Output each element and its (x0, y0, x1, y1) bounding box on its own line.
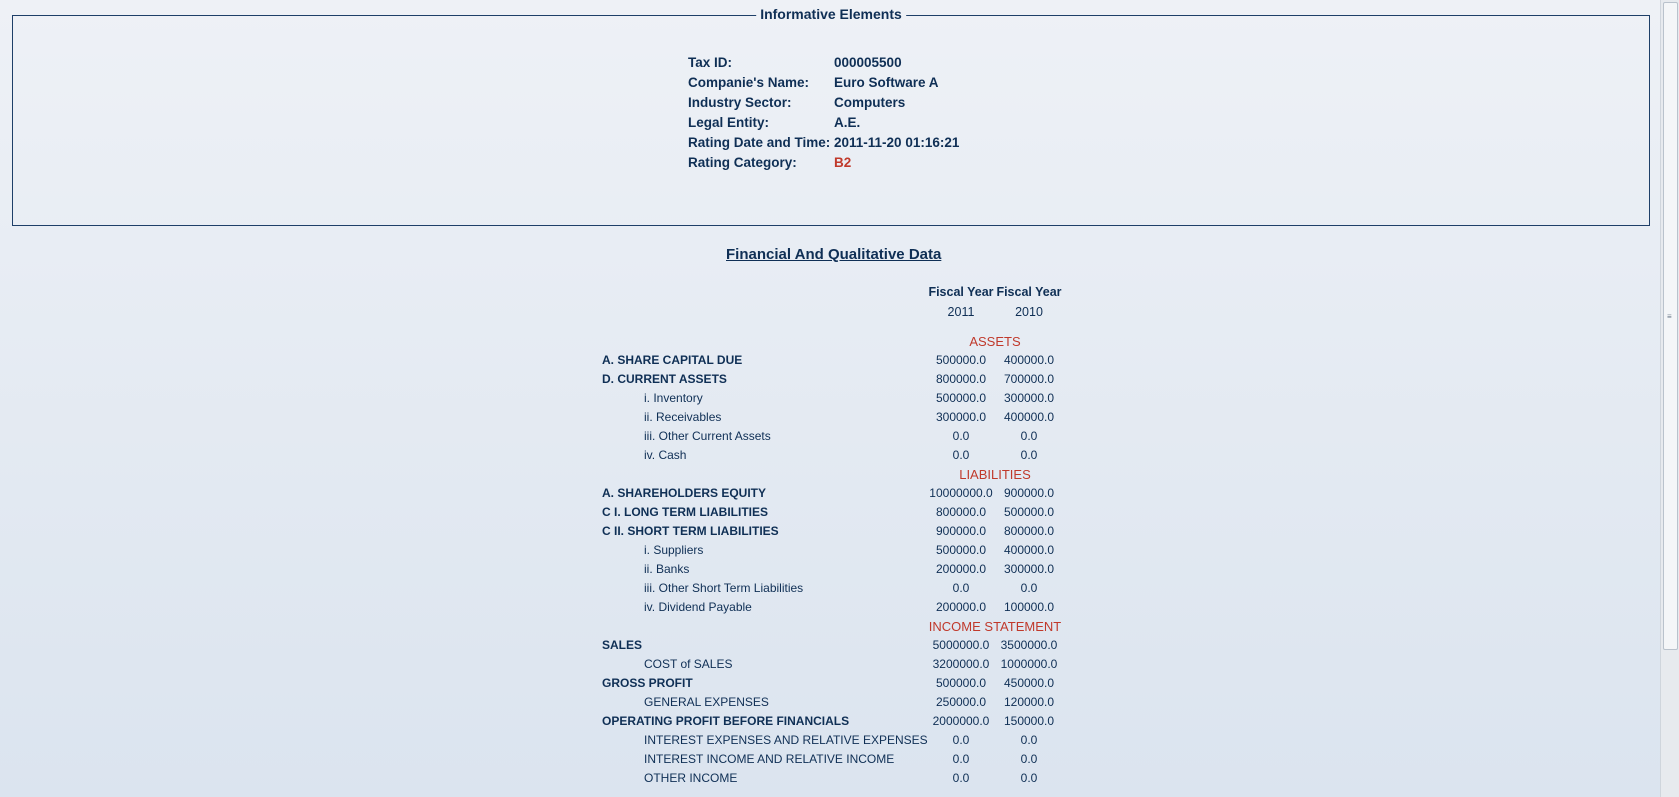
scrollbar-thumb[interactable] (1663, 2, 1678, 650)
row-label: iv. Cash (644, 448, 687, 462)
row-label: OTHER INCOME (644, 771, 738, 785)
value-2011: 3200000.0 (932, 657, 990, 671)
table-row (602, 408, 1062, 427)
value-2010: 500000.0 (1003, 505, 1055, 519)
info-row-company-name (688, 72, 959, 92)
info-value: 2011-11-20 01:16:21 (834, 134, 960, 150)
value-2010: 0.0 (1020, 429, 1038, 443)
row-label: i. Suppliers (644, 543, 704, 557)
row-label: GENERAL EXPENSES (644, 695, 769, 709)
section-label: ASSETS (969, 334, 1021, 349)
info-label: Rating Category: (688, 154, 797, 170)
info-row-tax-id (688, 52, 959, 72)
fiscal-year-1: 2011 (947, 305, 975, 319)
value-2011: 800000.0 (935, 505, 987, 519)
row-label: iii. Other Short Term Liabilities (644, 581, 804, 595)
value-2011: 10000000.0 (929, 486, 993, 500)
table-row (602, 351, 1062, 370)
table-row (602, 579, 1062, 598)
financial-table (602, 332, 1062, 788)
row-label: iv. Dividend Payable (644, 600, 752, 614)
value-2011: 200000.0 (935, 562, 987, 576)
value-2010: 400000.0 (1003, 353, 1055, 367)
fiscal-year-header-2: Fiscal Year (996, 285, 1062, 299)
value-2011: 2000000.0 (932, 714, 990, 728)
row-label: A. SHARE CAPITAL DUE (602, 353, 743, 367)
table-row (602, 598, 1062, 617)
value-2010: 0.0 (1020, 581, 1038, 595)
table-row (602, 522, 1062, 541)
table-row (602, 655, 1062, 674)
section-label: INCOME STATEMENT (928, 619, 1062, 634)
value-2010: 150000.0 (1003, 714, 1055, 728)
value-2011: 300000.0 (935, 410, 987, 424)
value-2011: 0.0 (952, 752, 970, 766)
row-label: GROSS PROFIT (602, 676, 693, 690)
row-label: INTEREST EXPENSES AND RELATIVE EXPENSES (644, 733, 928, 747)
table-row (602, 636, 1062, 655)
value-2010: 0.0 (1020, 752, 1038, 766)
table-row (602, 484, 1062, 503)
vertical-scrollbar[interactable] (1660, 0, 1679, 797)
value-2010: 400000.0 (1003, 543, 1055, 557)
info-value: 000005500 (834, 54, 902, 70)
row-label: COST of SALES (644, 657, 733, 671)
value-2010: 0.0 (1020, 733, 1038, 747)
grip-icon: ≡ (1667, 312, 1672, 321)
value-2011: 500000.0 (935, 676, 987, 690)
row-label: D. CURRENT ASSETS (602, 372, 727, 386)
value-2010: 1000000.0 (1000, 657, 1058, 671)
info-label: Companie's Name: (688, 74, 809, 90)
info-row-industry-sector (688, 92, 959, 112)
row-label: C II. SHORT TERM LIABILITIES (602, 524, 779, 538)
financial-data-title: Financial And Qualitative Data (726, 246, 942, 263)
value-2011: 900000.0 (935, 524, 987, 538)
info-label: Tax ID: (688, 54, 733, 70)
value-2011: 0.0 (952, 448, 970, 462)
table-row (602, 389, 1062, 408)
value-2011: 500000.0 (935, 391, 987, 405)
value-2011: 500000.0 (935, 353, 987, 367)
value-2011: 800000.0 (935, 372, 987, 386)
value-2011: 500000.0 (935, 543, 987, 557)
info-label: Rating Date and Time: (688, 134, 831, 150)
table-row (602, 560, 1062, 579)
table-row (602, 750, 1062, 769)
section-header-assets (602, 332, 1062, 351)
info-row-rating-category (688, 152, 959, 172)
value-2010: 120000.0 (1003, 695, 1055, 709)
fiscal-year-header-1: Fiscal Year (928, 285, 994, 299)
value-2011: 5000000.0 (932, 638, 990, 652)
info-label: Legal Entity: (688, 114, 770, 130)
row-label: SALES (602, 638, 643, 652)
table-row (602, 370, 1062, 389)
table-row (602, 427, 1062, 446)
value-2011: 200000.0 (935, 600, 987, 614)
table-row (602, 731, 1062, 750)
section-header-income-statement (602, 617, 1062, 636)
company-info (688, 52, 959, 172)
table-row (602, 541, 1062, 560)
section-label: LIABILITIES (959, 467, 1031, 482)
row-label: iii. Other Current Assets (644, 429, 771, 443)
value-2011: 0.0 (952, 429, 970, 443)
table-row (602, 674, 1062, 693)
value-2010: 450000.0 (1003, 676, 1055, 690)
value-2010: 800000.0 (1003, 524, 1055, 538)
value-2011: 250000.0 (935, 695, 987, 709)
value-2011: 0.0 (952, 733, 970, 747)
table-row (602, 446, 1062, 465)
row-label: OPERATING PROFIT BEFORE FINANCIALS (602, 714, 850, 728)
section-header-liabilities (602, 465, 1062, 484)
value-2010: 900000.0 (1003, 486, 1055, 500)
table-row (602, 503, 1062, 522)
row-label: INTEREST INCOME AND RELATIVE INCOME (644, 752, 895, 766)
table-row (602, 693, 1062, 712)
row-label: A. SHAREHOLDERS EQUITY (602, 486, 767, 500)
info-value: A.E. (834, 114, 861, 130)
rating-category-value: B2 (834, 154, 852, 170)
value-2010: 3500000.0 (1000, 638, 1058, 652)
value-2011: 0.0 (952, 581, 970, 595)
value-2010: 300000.0 (1003, 562, 1055, 576)
value-2010: 400000.0 (1003, 410, 1055, 424)
panel-legend: Informative Elements (756, 6, 906, 22)
row-label: i. Inventory (644, 391, 703, 405)
table-row (602, 769, 1062, 788)
row-label: ii. Receivables (644, 410, 722, 424)
info-row-rating-date (688, 132, 959, 152)
table-row (602, 712, 1062, 731)
value-2011: 0.0 (952, 771, 970, 785)
fiscal-year-2: 2010 (1015, 305, 1043, 319)
info-row-legal-entity (688, 112, 959, 132)
value-2010: 100000.0 (1003, 600, 1055, 614)
value-2010: 300000.0 (1003, 391, 1055, 405)
info-label: Industry Sector: (688, 94, 792, 110)
value-2010: 700000.0 (1003, 372, 1055, 386)
value-2010: 0.0 (1020, 771, 1038, 785)
row-label: ii. Banks (644, 562, 690, 576)
info-value: Computers (834, 94, 906, 110)
row-label: C I. LONG TERM LIABILITIES (602, 505, 768, 519)
info-value: Euro Software A (834, 74, 939, 90)
value-2010: 0.0 (1020, 448, 1038, 462)
